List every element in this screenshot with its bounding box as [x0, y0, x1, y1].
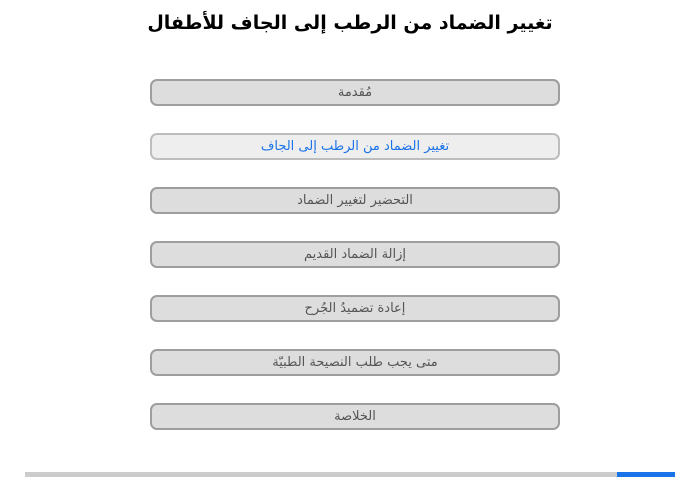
menu-item-when-to-seek-advice[interactable]: متى يجب طلب النصيحة الطبيّة — [150, 349, 560, 376]
menu-item-remove-old-dressing[interactable]: إزالة الضماد القديم — [150, 241, 560, 268]
page-title: تغيير الضماد من الرطب إلى الجاف للأطفال — [147, 12, 553, 34]
progress-bar — [25, 472, 675, 477]
menu-item-introduction[interactable]: مُقدمة — [150, 79, 560, 106]
menu-item-preparation[interactable]: التحضير لتغيير الضماد — [150, 187, 560, 214]
progress-bar-fill — [617, 472, 676, 477]
menu-item-summary[interactable]: الخلاصة — [150, 403, 560, 430]
topic-menu — [150, 79, 560, 457]
menu-item-wet-to-dry-dressing[interactable]: تغيير الضماد من الرطب إلى الجاف — [150, 133, 560, 160]
menu-item-redress-wound[interactable]: إعادة تضميدُ الجُرح — [150, 295, 560, 322]
